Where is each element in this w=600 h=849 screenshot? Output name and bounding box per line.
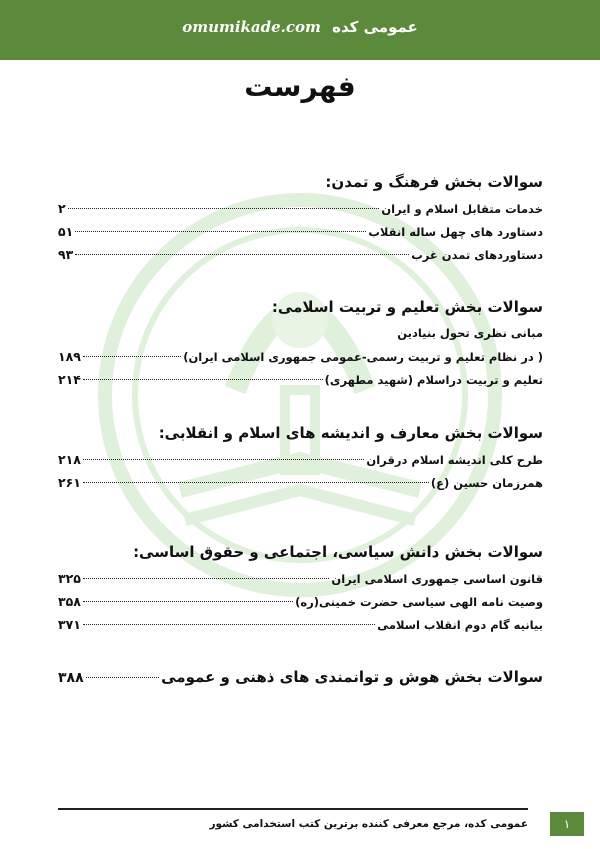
toc-entry[interactable] [58,471,543,494]
section-title: سوالات بخش تعلیم و تربیت اسلامی: [271,298,543,316]
section-title: سوالات بخش دانش سیاسی، اجتماعی و حقوق اساسی: [133,543,543,561]
dot-leader [83,624,375,625]
toc-entry-label: تعلیم و تربیت دراسلام (شهید مطهری) [324,373,543,387]
toc-entry[interactable] [58,243,543,266]
header-branding [0,18,600,36]
toc-entry-label: خدمات متقابل اسلام و ایران [381,202,543,216]
section-title: سوالات بخش معارف و اندیشه های اسلام و انقلابی: [158,424,543,442]
toc-entry-page: ۲۶۱ [58,475,81,490]
toc-entry-page: ۵۱ [58,224,74,239]
toc-entry[interactable] [58,590,543,613]
toc-entry[interactable] [58,666,543,689]
toc-entry-label: دستاورد های چهل ساله انقلاب [368,225,543,239]
section-subtitle: مبانی نظری تحول بنیادین [397,326,543,340]
toc-entry-page: ۹۳ [58,247,74,262]
toc-entry-label: قانون اساسی جمهوری اسلامی ایران [331,572,543,586]
footer-divider [58,808,528,810]
toc-entry[interactable] [58,368,543,391]
header-name: عمومی کده [332,18,418,36]
page-title: فهرست [244,70,356,103]
toc-entry[interactable] [58,197,543,220]
dot-leader [83,482,429,483]
toc-entry-label: سوالات بخش هوش و توانمندی های ذهنی و عمومی [161,668,543,686]
toc-entry-label: همرزمان حسین (ع) [430,476,543,490]
toc-entry-page: ۳۲۵ [58,571,81,586]
toc-entry-page: ۳۷۱ [58,617,81,632]
dot-leader [83,379,323,380]
dot-leader [83,578,330,579]
dot-leader [75,231,366,232]
toc-entry-page: ۳۸۸ [58,670,84,686]
toc-entry[interactable] [58,345,543,368]
dot-leader [86,677,159,678]
header-site: omumikade.com [182,18,321,36]
toc-section-intelligence [58,666,543,689]
toc-section-islamic-thought [58,424,543,494]
toc-entry-page: ۱۸۹ [58,349,81,364]
toc-entry-label: ( در نظام تعلیم و تربیت رسمی-عمومی جمهوری اسلامی ایران) [183,350,543,364]
dot-leader [83,601,293,602]
footer-text: عمومی کده، مرجع معرفی کننده برترین کتب استخدامی کشور [209,818,528,830]
section-title: سوالات بخش فرهنگ و تمدن: [325,173,543,191]
toc-entry[interactable] [58,448,543,471]
toc-entry[interactable] [58,613,543,636]
toc-entry-page: ۲ [58,201,66,216]
toc-entry-page: ۲۱۸ [58,452,81,467]
toc-entry-label: طرح کلی اندیشه اسلام درقران [366,453,543,467]
page-number: ۱ [550,812,584,836]
toc-section-culture [58,173,543,266]
page-header [0,0,600,60]
toc-entry-label: وصیت نامه الهی سیاسی حضرت خمینی(ره) [295,595,543,609]
toc-entry[interactable] [58,220,543,243]
dot-leader [75,254,409,255]
toc-entry-label: دستاوردهای تمدن غرب [411,248,543,262]
toc-entry-page: ۲۱۴ [58,372,81,387]
dot-leader [83,356,181,357]
toc-entry[interactable] [58,567,543,590]
toc-entry-page: ۳۵۸ [58,594,81,609]
dot-leader [68,208,380,209]
dot-leader [83,459,365,460]
toc-section-political-science [58,543,543,636]
toc-section-education [58,298,543,391]
toc-entry-label: بیانیه گام دوم انقلاب اسلامی [377,618,543,632]
